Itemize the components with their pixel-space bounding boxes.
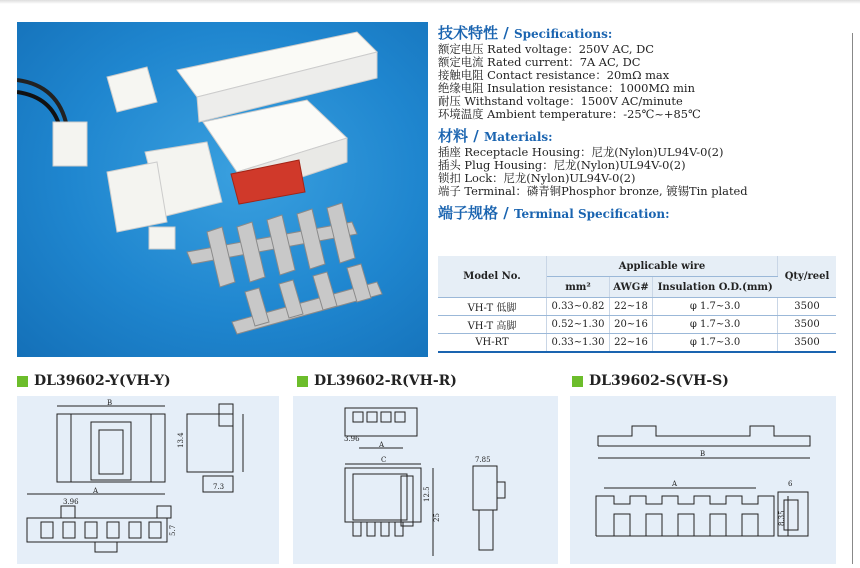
dim-b: B <box>107 399 113 407</box>
terminal-spec-table <box>438 256 836 353</box>
dim-t: 5.7 <box>169 524 177 536</box>
header-applicable-wire: Applicable wire <box>547 256 778 277</box>
dim-h2: 25 <box>433 513 441 522</box>
header-mm2: mm² <box>547 277 610 298</box>
green-square-icon <box>297 376 308 387</box>
terminal-spec-heading: 端子规格 / Terminal Specification: <box>438 204 670 222</box>
dim-h: 8.35 <box>778 510 786 526</box>
cell-model: VH-T 低脚 <box>438 298 547 316</box>
drawing-panel-r <box>293 396 558 564</box>
cell-model: VH-T 高脚 <box>438 316 547 334</box>
spec-line: 接触电阻 Contact resistance：20mΩ max <box>438 68 670 82</box>
table-row <box>438 316 836 334</box>
dim-w: 6 <box>788 480 793 488</box>
cell-awg: 22~18 <box>610 298 653 316</box>
dim-pitch: 3.96 <box>63 498 79 506</box>
dim-h1: 12.5 <box>423 486 431 502</box>
material-line: 插座 Receptacle Housing：尼龙(Nylon)UL94V-0(2) <box>438 145 724 159</box>
header-qty: Qty/reel <box>778 256 837 298</box>
dim-pitch: 3.96 <box>344 435 360 443</box>
spec-line: 额定电流 Rated current：7A AC, DC <box>438 55 641 69</box>
cell-awg: 22~16 <box>610 334 653 353</box>
right-margin-rule <box>852 33 853 564</box>
cell-insulation: φ 1.7~3.0 <box>653 298 778 316</box>
product-photo <box>17 22 428 357</box>
dim-a: A <box>672 480 678 488</box>
material-line: 端子 Terminal：磷青铜Phosphor bronze, 镀锡Tin plated <box>438 184 748 198</box>
materials-heading: 材料 / Materials: <box>438 127 553 145</box>
dim-w: 7.3 <box>213 483 225 491</box>
header-insulation: Insulation O.D.(mm) <box>653 277 778 298</box>
drawing-title-r: DL39602-R(VH-R) <box>297 373 457 389</box>
dim-h: 13.4 <box>177 432 185 448</box>
specifications-block <box>438 24 838 223</box>
specifications-heading: 技术特性 / Specifications: <box>438 24 613 42</box>
dim-a: A <box>93 487 99 495</box>
dim-b: B <box>700 450 706 458</box>
drawing-panel-s <box>570 396 836 564</box>
cell-awg: 20~16 <box>610 316 653 334</box>
table-row <box>438 334 836 353</box>
dim-c: C <box>381 456 387 464</box>
drawing-title-y: DL39602-Y(VH-Y) <box>17 373 171 389</box>
cell-qty: 3500 <box>778 334 837 353</box>
drawing-title-s: DL39602-S(VH-S) <box>572 373 729 389</box>
dim-a: A <box>379 441 385 449</box>
cell-model: VH-RT <box>438 334 547 353</box>
cell-mm2: 0.33~1.30 <box>547 334 610 353</box>
cell-insulation: φ 1.7~3.0 <box>653 316 778 334</box>
green-square-icon <box>17 376 28 387</box>
spec-line: 额定电压 Rated voltage：250V AC, DC <box>438 42 654 56</box>
top-border <box>0 0 860 4</box>
spec-line: 环境温度 Ambient temperature：-25℃~+85℃ <box>438 107 701 121</box>
material-line: 锁扣 Lock：尼龙(Nylon)UL94V-0(2) <box>438 171 636 185</box>
material-line: 插头 Plug Housing：尼龙(Nylon)UL94V-0(2) <box>438 158 686 172</box>
green-square-icon <box>572 376 583 387</box>
header-model: Model No. <box>438 256 547 298</box>
cell-insulation: φ 1.7~3.0 <box>653 334 778 353</box>
header-awg: AWG# <box>610 277 653 298</box>
cell-mm2: 0.52~1.30 <box>547 316 610 334</box>
cell-qty: 3500 <box>778 298 837 316</box>
cell-qty: 3500 <box>778 316 837 334</box>
dim-w: 7.85 <box>475 456 491 464</box>
table-row <box>438 298 836 316</box>
cell-mm2: 0.33~0.82 <box>547 298 610 316</box>
spec-line: 耐压 Withstand voltage：1500V AC/minute <box>438 94 683 108</box>
drawing-panel-y <box>17 396 279 564</box>
spec-line: 绝缘电阻 Insulation resistance：1000MΩ min <box>438 81 695 95</box>
